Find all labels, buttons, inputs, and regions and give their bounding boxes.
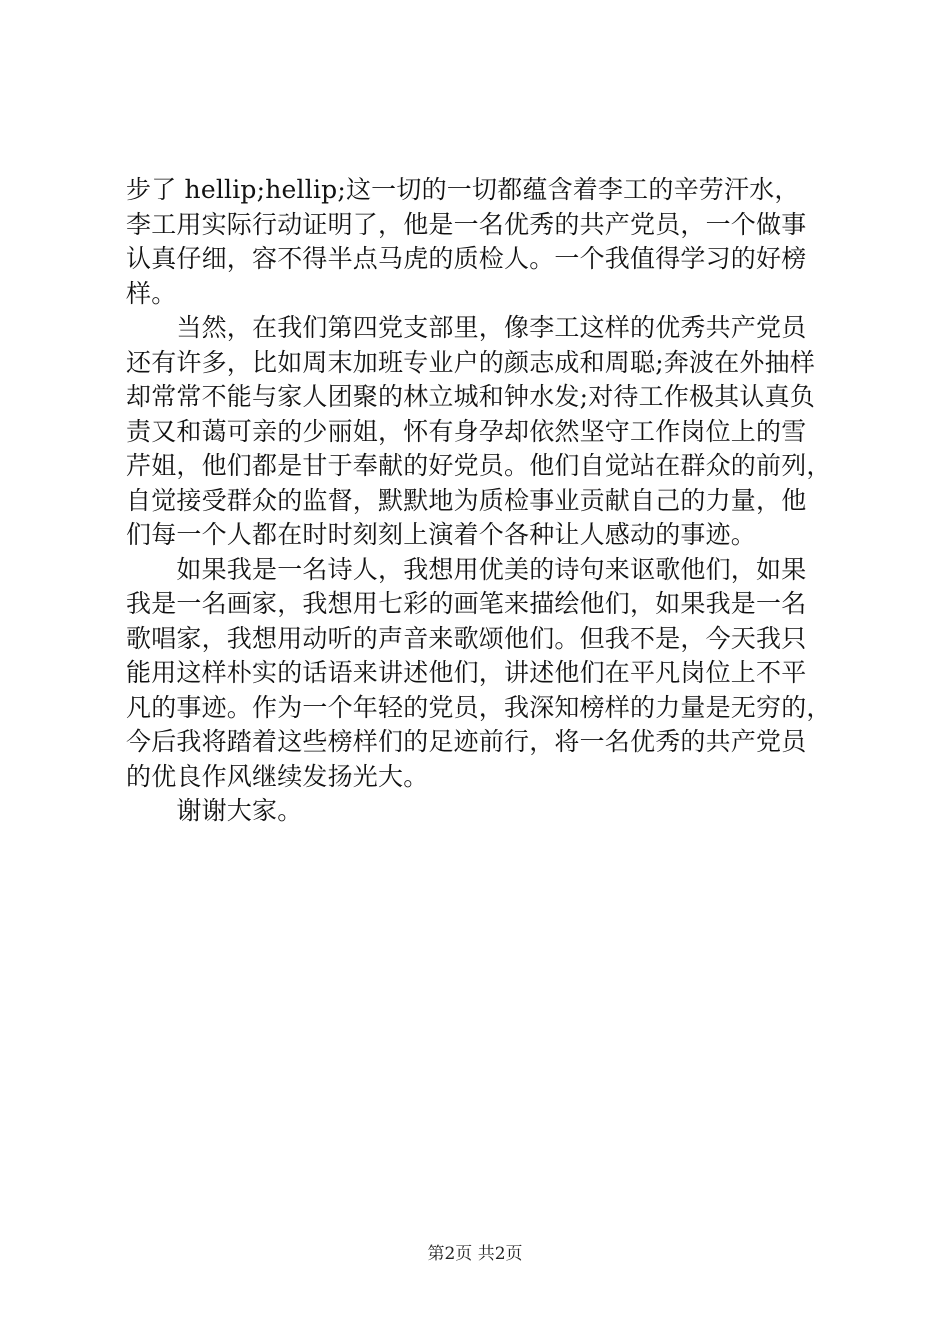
- text-line: 认真仔细，容不得半点马虎的质检人。一个我值得学习的好榜: [126, 244, 807, 273]
- text-line: 芹姐，他们都是甘于奉献的好党员。他们自觉站在群众的前列，: [126, 451, 832, 480]
- text-line: 今后我将踏着这些榜样们的足迹前行，将一名优秀的共产党员: [126, 727, 807, 756]
- text-line: 我是一名画家，我想用七彩的画笔来描绘他们，如果我是一名: [126, 589, 807, 618]
- text-line: 歌唱家，我想用动听的声音来歌颂他们。但我不是，今天我只: [126, 623, 807, 653]
- text-line: 谢谢大家。: [126, 796, 303, 825]
- text-line: 样。: [126, 278, 177, 308]
- text-line: 步了 hellip;hellip;这一切的一切都蕴含着李工的辛劳汗水，: [126, 175, 800, 204]
- text-line: 凡的事迹。作为一个年轻的党员，我深知榜样的力量是无穷的，: [126, 692, 832, 722]
- text-line: 的优良作风继续发扬光大。: [126, 761, 429, 791]
- document-body: [126, 173, 840, 829]
- text-line: 们每一个人都在时时刻刻上演着个各种让人感动的事迹。: [126, 520, 757, 549]
- text-line: 自觉接受群众的监督，默默地为质检事业贡献自己的力量，他: [126, 485, 807, 515]
- text-line: 还有许多，比如周末加班专业户的颜志成和周聪;奔波在外抽样: [126, 347, 816, 377]
- text-line: 如果我是一名诗人，我想用优美的诗句来讴歌他们，如果: [126, 554, 807, 584]
- text-line: 责又和蔼可亲的少丽姐，怀有身孕却依然坚守工作岗位上的雪: [126, 416, 807, 446]
- text-line: 能用这样朴实的话语来讲述他们，讲述他们在平凡岗位上不平: [126, 658, 807, 687]
- page-number-footer: 第2页 共2页: [427, 1244, 523, 1264]
- text-line: 当然，在我们第四党支部里，像李工这样的优秀共产党员: [126, 313, 807, 342]
- text-line: 却常常不能与家人团聚的林立城和钟水发;对待工作极其认真负: [126, 382, 816, 411]
- text-line: 李工用实际行动证明了，他是一名优秀的共产党员，一个做事: [126, 209, 807, 239]
